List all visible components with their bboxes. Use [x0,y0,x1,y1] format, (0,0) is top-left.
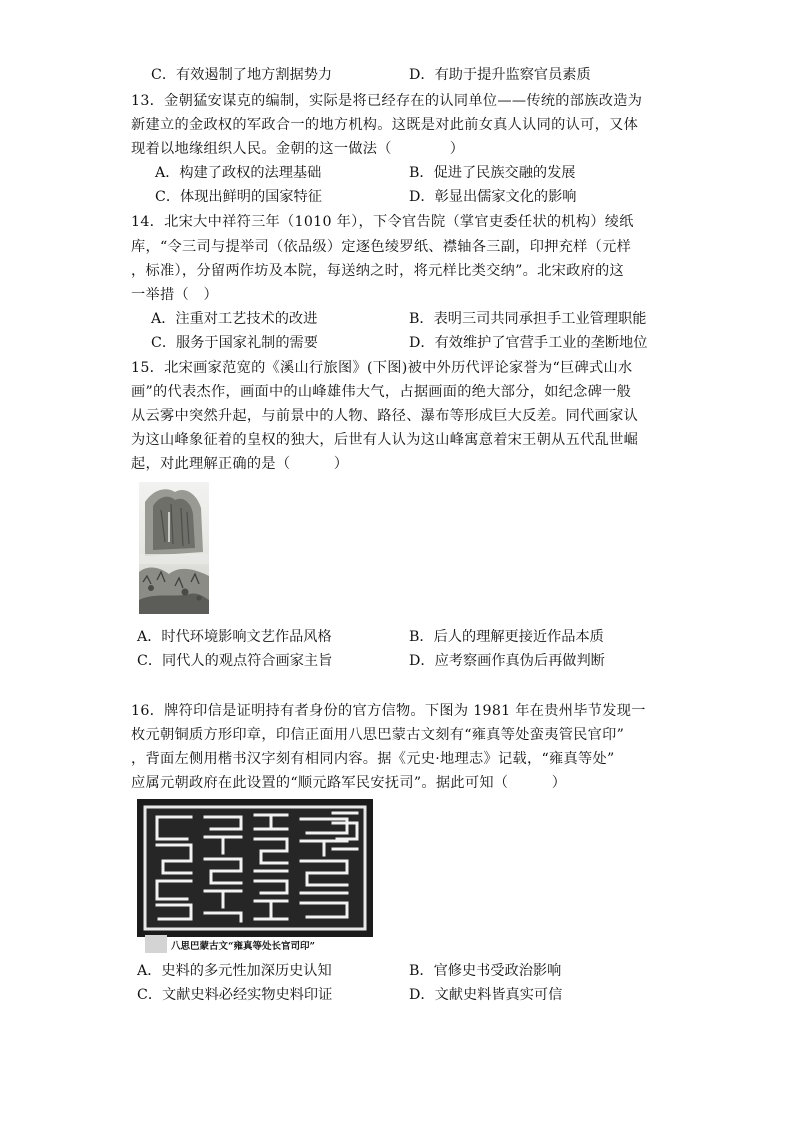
q15-option-c: C．同代人的观点符合画家主旨 [137,653,333,669]
q13-option-d: D．彰显出儒家文化的影响 [409,189,577,205]
q16-stem-line-2: 枚元朝铜质方形印章，印信正面用八思巴蒙古文刻有“雍真等处蛮夷管民官印” [131,727,625,743]
q14-option-a: A．注重对工艺技术的改进 [151,311,318,327]
q14-option-d: D．有效维护了官营手工业的垄断地位 [409,335,648,351]
q16-option-c: C．文献史料必经实物史料印证 [137,987,333,1003]
q13-stem-line-2: 新建立的金政权的军政合一的地方机构。这既是对此前女真人认同的认可，又体 [131,117,639,133]
q13-option-a: A．构建了政权的法理基础 [155,165,322,181]
q14-stem-line-3: ，标准），分留两作坊及本院，每送纳之时，将元样比类交纳”。北宋政府的这 [131,263,625,279]
blurred-mark [145,935,167,953]
seal-impression-image [137,799,373,937]
q16-option-b: B．官修史书受政治影响 [409,963,562,979]
q13-stem-line-3: 现着以地缘组织人民。金朝的这一做法（ ） [131,141,465,157]
q16-stem-line-3: ，背面左侧用楷书汉字刻有相同内容。据《元史·地理志》记载，“雍真等处” [131,751,615,767]
q13-option-b: B．促进了民族交融的发展 [409,165,576,181]
q15-stem-line-1: 15．北宋画家范宽的《溪山行旅图》(下图)被中外历代评论家誉为“巨碑式山水 [131,360,633,376]
seal-caption: 八思巴蒙古文“雍真等处长官司印” [171,941,315,952]
phags-pa-seal-figure [137,799,373,953]
q14-option-b: B．表明三司共同承担手工业管理职能 [409,311,647,327]
q12-option-d: D．有助于提升监察官员素质 [409,67,591,83]
q12-option-c: C．有效遏制了地方割据势力 [151,67,333,83]
q14-stem-line-2: 库，“令三司与提举司（依品级）定逐色绫罗纸、襟轴各三副，印押充样（元样 [131,239,632,255]
q14-stem-line-1: 14．北宋大中祥符三年（1010 年），下令官告院（掌官吏委任状的机构）绫纸 [131,214,634,230]
q15-stem-line-2: 画”的代表杰作，画面中的山峰雄伟大气，占据画面的绝大部分，如纪念碑一般 [131,384,632,400]
q14-stem-line-4: 一举措（ ） [131,287,218,303]
painting-image [139,482,209,614]
landscape-painting-figure [139,482,209,614]
q13-stem-line-1: 13．金朝猛安谋克的编制，实际是将已经存在的认同单位——传统的部族改造为 [131,93,643,109]
q16-stem-line-4: 应属元朝政府在此设置的“顺元路军民安抚司”。据此可知（ ） [131,775,567,791]
q15-stem-line-3: 从云雾中突然升起，与前景中的人物、路径、瀑布等形成巨大反差。同代画家认 [131,408,639,424]
q13-option-c: C．体现出鲜明的国家特征 [155,189,322,205]
q15-option-b: B．后人的理解更接近作品本质 [409,629,604,645]
q16-stem-line-1: 16．牌符印信是证明持有者身份的官方信物。下图为 1981 年在贵州毕节发现一 [131,703,646,719]
q16-option-d: D．文献史料皆真实可信 [409,987,563,1003]
q16-option-a: A．史料的多元性加深历史认知 [137,963,332,979]
q15-stem-line-4: 为这山峰象征着的皇权的独大，后世有人认为这山峰寓意着宋王朝从五代乱世崛 [131,432,639,448]
q15-option-d: D．应考察画作真伪后再做判断 [409,653,605,669]
q14-option-c: C．服务于国家礼制的需要 [151,335,318,351]
q15-option-a: A．时代环境影响文艺作品风格 [137,629,332,645]
q15-stem-line-5: 起，对此理解正确的是（ ） [131,456,349,472]
